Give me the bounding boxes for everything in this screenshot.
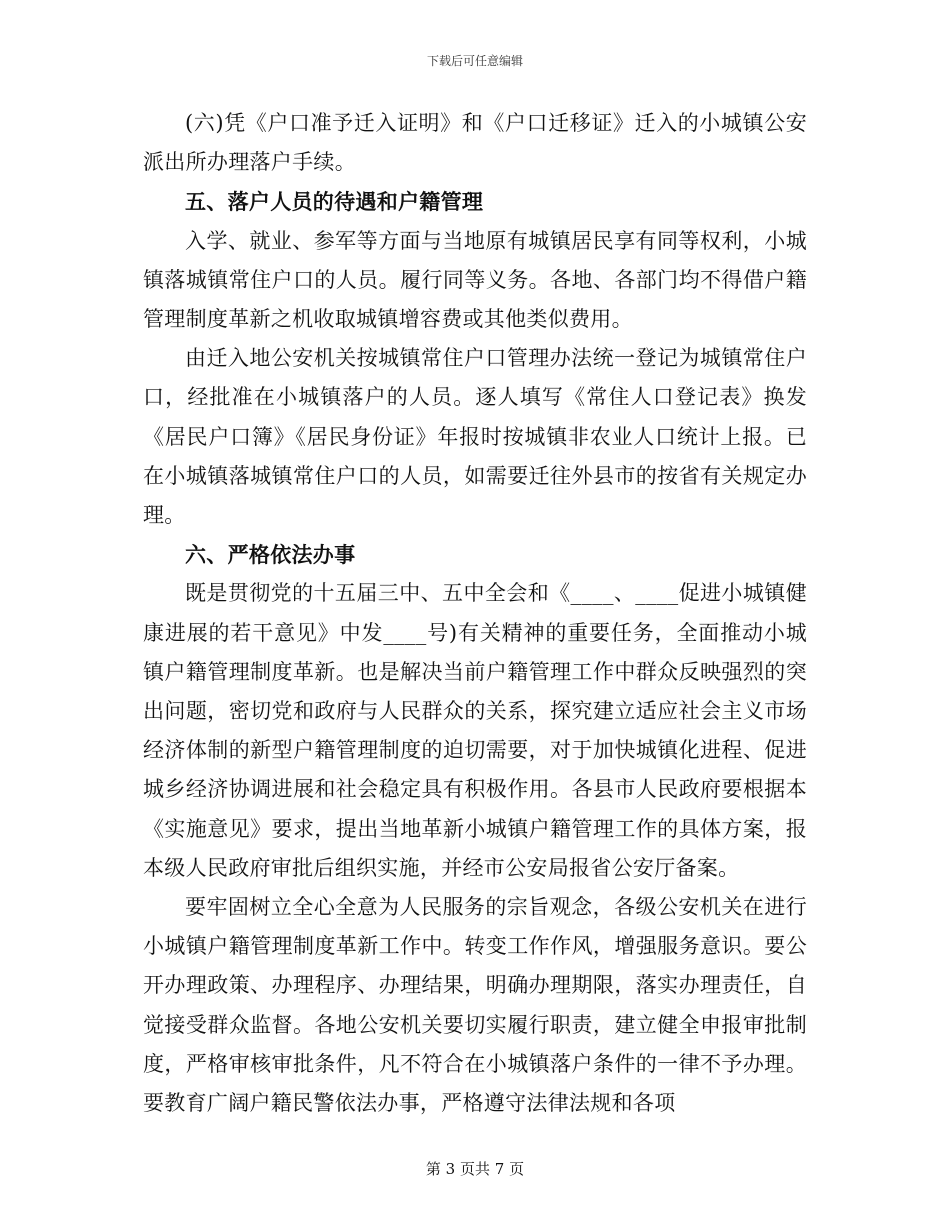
paragraph-service: 要牢固树立全心全意为人民服务的宗旨观念，各级公安机关在进行小城镇户籍管理制度革新工作中。转变工作作风，增强服务意识。要公开办理政策、办理程序、办理结果，明确办理期限，落实办理责任，自觉接受群众监督。各地公安机关要切实履行职责，建立健全申报审批制度，严格审核审批条件，凡不符合在小城镇落户条件的一律不予办理。要教育广阔户籍民警依法办事，严格遵守法律法规和各项 [143, 895, 807, 1116]
paragraph-rights: 入学、就业、参军等方面与当地原有城镇居民享有同等权利，小城镇落城镇常住户口的人员。履行同等义务。各地、各部门均不得借户籍管理制度革新之机收取城镇增容费或其他类似费用。 [143, 228, 807, 332]
section-heading-6: 六、严格依法办事 [185, 542, 356, 568]
paragraph-item-6: (六)凭《户口准予迁入证明》和《户口迁移证》迁入的小城镇公安派出所办理落户手续。 [143, 111, 807, 175]
page-header: 下载后可任意编辑 [426, 54, 523, 68]
page-footer: 第 3 页共 7 页 [425, 1160, 525, 1178]
document-body [143, 104, 807, 1123]
section-heading-5: 五、落户人员的待遇和户籍管理 [185, 189, 484, 215]
paragraph-registration: 由迁入地公安机关按城镇常住户口管理办法统一登记为城镇常住户口，经批准在小城镇落户的人员。逐人填写《常住人口登记表》换发《居民户口簿》《居民身份证》年报时按城镇非农业人口统计上报。已在小城镇落城镇常住户口的人员，如需要迁往外县市的按省有关规定办理。 [143, 346, 807, 528]
paragraph-law-compliance: 既是贯彻党的十五届三中、五中全会和《____、____促进小城镇健康进展的若干意见》中发____号)有关精神的重要任务，全面推动小城镇户籍管理制度革新。也是解决当前户籍管理工作中群众反映强烈的突出问题，密切党和政府与人民群众的关系，探究建立适应社会主义市场经济体制的新型户籍管理制度的迫切需要，对于加快城镇化进程、促进城乡经济协调进展和社会稳定具有积极作用。各县市人民政府要根据本《实施意见》要求，提出当地革新小城镇户籍管理工作的具体方案，报本级人民政府审批后组织实施，并经市公安局报省公安厅备案。 [143, 581, 807, 880]
